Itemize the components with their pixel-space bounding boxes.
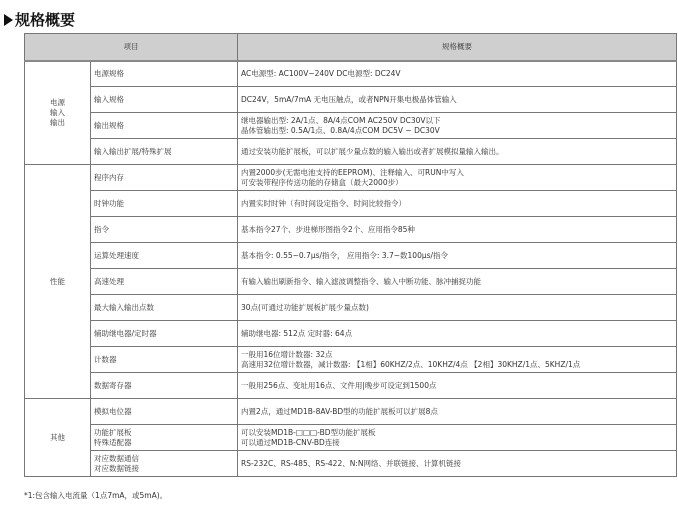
table-row: [25, 269, 677, 295]
table-row: [25, 399, 677, 425]
table-row: [25, 425, 677, 451]
item-cell: 最大输入输出点数: [91, 295, 238, 321]
spec-cell: 通过安装功能扩展板，可以扩展少量点数的输入输出或者扩展模拟量输入输出。: [238, 139, 677, 165]
item-cell: 运算处理速度: [91, 243, 238, 269]
table-row: [25, 61, 677, 87]
group-label: 其他: [25, 399, 91, 477]
spec-cell: RS-232C、RS-485、RS-422、N:N网络、并联链接、计算机链接: [238, 451, 677, 477]
table-row: [25, 217, 677, 243]
table-row: [25, 321, 677, 347]
spec-cell: 基本指令27个、步进梯形图指令2个、应用指令85种: [238, 217, 677, 243]
arrow-icon: [4, 14, 13, 26]
table-row: [25, 373, 677, 399]
item-cell: 输入规格: [91, 87, 238, 113]
table-row: [25, 451, 677, 477]
spec-cell: 可以安装MD1B-□□□-BD型功能扩展板 可以通过MD1B-CNV-BD连接: [238, 425, 677, 451]
table-row: [25, 87, 677, 113]
spec-cell: 内置2000步(无需电池支持的EEPROM)、注释输入、可RUN中写入 可安装带程序传送功能的存储盒（最大2000步）: [238, 165, 677, 191]
group-label: 性能: [25, 165, 91, 399]
spec-cell: DC24V，5mA/7mA 无电压触点，或者NPN开集电极晶体管输入: [238, 87, 677, 113]
item-cell: 数据寄存器: [91, 373, 238, 399]
table-row: [25, 139, 677, 165]
item-cell: 时钟功能: [91, 191, 238, 217]
spec-cell: 30点(可通过功能扩展板扩展少量点数): [238, 295, 677, 321]
item-cell: 指令: [91, 217, 238, 243]
table-row: [25, 191, 677, 217]
spec-table: [24, 33, 677, 477]
spec-cell: 辅助继电器: 512点 定时器: 64点: [238, 321, 677, 347]
spec-cell: 有输入输出刷新指令、输入滤波调整指令、输入中断功能、脉冲捕捉功能: [238, 269, 677, 295]
item-cell: 程序内存: [91, 165, 238, 191]
item-cell: 模拟电位器: [91, 399, 238, 425]
item-cell: 计数器: [91, 347, 238, 373]
item-cell: 输出规格: [91, 113, 238, 139]
spec-cell: 基本指令: 0.55~0.7μs/指令， 应用指令: 3.7~数100μs/指令: [238, 243, 677, 269]
item-cell: 辅助继电器/定时器: [91, 321, 238, 347]
spec-cell: 继电器输出型: 2A/1点、8A/4点COM AC250V DC30V以下 晶体管输出型: 0.5A/1点、0.8A/4点COM DC5V ~ DC30V: [238, 113, 677, 139]
spec-cell: 内置实时时钟（有时间设定指令、时间比较指令）: [238, 191, 677, 217]
table-row: [25, 113, 677, 139]
header-item: 项目: [25, 34, 238, 61]
spec-cell: 一般用16位增计数器: 32点 高速用32位增计数器，减计数器: 【1相】60KHZ/2点、10KHZ/4点 【2相】30KHZ/1点、5KHZ/1点: [238, 347, 677, 373]
spec-cell: 内置2点，通过MD1B-8AV-BD型的功能扩展板可以扩展8点: [238, 399, 677, 425]
group-label: 电源 输入 输出: [25, 61, 91, 165]
header-spec: 规格概要: [238, 34, 677, 61]
table-row: [25, 165, 677, 191]
item-cell: 功能扩展板 特殊适配器: [91, 425, 238, 451]
table-row: [25, 295, 677, 321]
section-title-text: 规格概要: [15, 11, 76, 29]
item-cell: 电源规格: [91, 61, 238, 87]
section-title: [4, 9, 75, 30]
item-cell: 输入输出扩展/特殊扩展: [91, 139, 238, 165]
item-cell: 对应数据通信 对应数据链接: [91, 451, 238, 477]
spec-cell: AC电源型: AC100V~240V DC电源型: DC24V: [238, 61, 677, 87]
footnote: *1:包含输入电流量（1点7mA，或5mA)。: [24, 491, 168, 500]
item-cell: 高速处理: [91, 269, 238, 295]
spec-cell: 一般用256点、变址用16点、文件用|晚步可设定到1500点: [238, 373, 677, 399]
table-row: [25, 243, 677, 269]
table-row: [25, 347, 677, 373]
